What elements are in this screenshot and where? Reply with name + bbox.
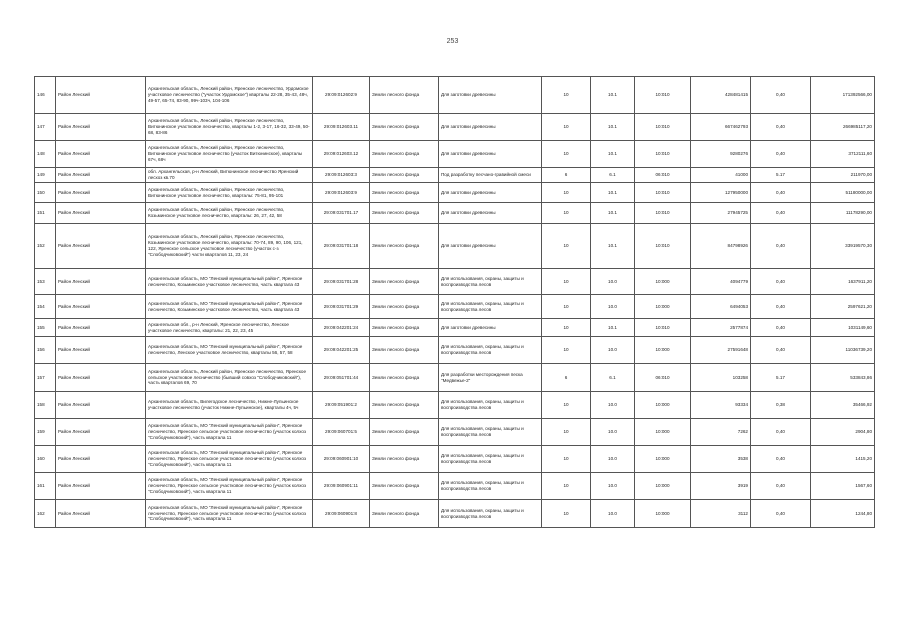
cadastral-number-cell: 29:09:060701:5 xyxy=(313,419,370,446)
code-cell: 06:010 xyxy=(635,168,691,183)
cadastral-value-cell: 27945725 xyxy=(691,203,751,224)
row-number: 162 xyxy=(35,500,56,528)
cadastral-number-cell: 29:09:060901:10 xyxy=(313,446,370,473)
permitted-use-cell: Для заготовки древесины xyxy=(439,114,542,141)
cadastral-number-cell: 29:09:042201:25 xyxy=(313,337,370,364)
land-category-cell: Земли лесного фонда xyxy=(370,77,439,114)
district-cell: Район Ленский xyxy=(56,295,146,319)
rate-cell: 0,40 xyxy=(751,114,811,141)
total-cell: 51180000,00 xyxy=(811,183,875,203)
table-row xyxy=(35,364,875,392)
table-row xyxy=(35,114,875,141)
land-category-cell: Земли лесного фонда xyxy=(370,295,439,319)
code-subgroup-cell: 10.0 xyxy=(591,337,635,364)
row-number: 146 xyxy=(35,77,56,114)
table-row xyxy=(35,203,875,224)
total-cell: 211970,00 xyxy=(811,168,875,183)
cadastral-value-cell: 127950000 xyxy=(691,183,751,203)
row-number: 156 xyxy=(35,337,56,364)
permitted-use-cell: Для использования, охраны, защиты и воспроизводства лесов xyxy=(439,419,542,446)
total-cell: 11178290,00 xyxy=(811,203,875,224)
district-cell: Район Ленский xyxy=(56,392,146,419)
table-row xyxy=(35,473,875,500)
row-number: 151 xyxy=(35,203,56,224)
total-cell: 171392566,00 xyxy=(811,77,875,114)
cadastral-number-cell: 29:09:060901:11 xyxy=(313,473,370,500)
land-category-cell: Земли лесного фонда xyxy=(370,419,439,446)
code-group-cell: 10 xyxy=(542,183,591,203)
land-category-cell: Земли лесного фонда xyxy=(370,183,439,203)
permitted-use-cell: Для использования, охраны, защиты и воспроизводства лесов xyxy=(439,295,542,319)
cadastral-number-cell: 29:09:060901:8 xyxy=(313,500,370,528)
permitted-use-cell: Для разработки месторождения песка "Медвежье-2" xyxy=(439,364,542,392)
total-cell: 1031149,60 xyxy=(811,319,875,337)
code-group-cell: 10 xyxy=(542,319,591,337)
table-row xyxy=(35,141,875,168)
code-cell: 10:000 xyxy=(635,446,691,473)
total-cell: 11036739,20 xyxy=(811,337,875,364)
cadastral-value-cell: 667462793 xyxy=(691,114,751,141)
location-cell: Архангельская область, МО "Ленский муниципальный район", Яренское лесничество, Яренское сельское участковое лесничество (участок колхоз "Слободчиковский"), часть квартала 11 xyxy=(146,419,313,446)
code-subgroup-cell: 10.0 xyxy=(591,473,635,500)
table-row xyxy=(35,77,875,114)
code-cell: 06:010 xyxy=(635,364,691,392)
code-group-cell: 10 xyxy=(542,473,591,500)
district-cell: Район Ленский xyxy=(56,446,146,473)
location-cell: Архангельская область, МО "Ленский муниципальный район", Яренское лесничество, Яренское сельское участковое лесничество (участок колхоз "Слободчиковский"), часть квартала 11 xyxy=(146,446,313,473)
land-category-cell: Земли лесного фонда xyxy=(370,269,439,295)
location-cell: Архангельская область, Вилегодское лесничество, Нижне-Лупьинское участковое лесничество (участок Нижне-Лупьинское), кварталы 4ч, 5ч xyxy=(146,392,313,419)
land-category-cell: Земли лесного фонда xyxy=(370,141,439,168)
table-row xyxy=(35,319,875,337)
rate-cell: 0,40 xyxy=(751,141,811,168)
code-subgroup-cell: 10.1 xyxy=(591,183,635,203)
permitted-use-cell: Для заготовки древесины xyxy=(439,224,542,269)
code-cell: 10:010 xyxy=(635,319,691,337)
rate-cell: 0,40 xyxy=(751,500,811,528)
district-cell: Район Ленский xyxy=(56,337,146,364)
permitted-use-cell: Для использования, охраны, защиты и воспроизводства лесов xyxy=(439,473,542,500)
code-group-cell: 10 xyxy=(542,392,591,419)
code-cell: 10:000 xyxy=(635,392,691,419)
district-cell: Район Ленский xyxy=(56,114,146,141)
row-number: 149 xyxy=(35,168,56,183)
rate-cell: 0,40 xyxy=(751,473,811,500)
cadastral-number-cell: 29:09:012602:9 xyxy=(313,77,370,114)
code-group-cell: 10 xyxy=(542,295,591,319)
district-cell: Район Ленский xyxy=(56,419,146,446)
location-cell: Архангельская область, Ленский район, Яренское лесничество, Яренское сельское участковое лесничество (бывший совхоз "Слободчиковский"), часть кварталов 69, 70 xyxy=(146,364,313,392)
cadastral-value-cell: 41000 xyxy=(691,168,751,183)
code-subgroup-cell: 10.0 xyxy=(591,419,635,446)
cadastral-number-cell: 29:09:012603:9 xyxy=(313,183,370,203)
table-row xyxy=(35,419,875,446)
table-row xyxy=(35,168,875,183)
code-subgroup-cell: 10.0 xyxy=(591,295,635,319)
row-number: 154 xyxy=(35,295,56,319)
code-group-cell: 10 xyxy=(542,419,591,446)
total-cell: 1567,60 xyxy=(811,473,875,500)
code-subgroup-cell: 6.1 xyxy=(591,364,635,392)
land-category-cell: Земли лесного фонда xyxy=(370,473,439,500)
code-group-cell: 10 xyxy=(542,269,591,295)
code-cell: 10:010 xyxy=(635,141,691,168)
permitted-use-cell: Для использования, охраны, защиты и воспроизводства лесов xyxy=(439,392,542,419)
district-cell: Район Ленский xyxy=(56,77,146,114)
permitted-use-cell: Для заготовки древесины xyxy=(439,183,542,203)
row-number: 158 xyxy=(35,392,56,419)
code-cell: 10:000 xyxy=(635,419,691,446)
table-row xyxy=(35,224,875,269)
rate-cell: 0,40 xyxy=(751,337,811,364)
code-group-cell: 10 xyxy=(542,500,591,528)
district-cell: Район Ленский xyxy=(56,141,146,168)
code-cell: 10:000 xyxy=(635,473,691,500)
land-category-cell: Земли лесного фонда xyxy=(370,203,439,224)
cadastral-value-cell: 4094779 xyxy=(691,269,751,295)
cadastral-value-cell: 27591648 xyxy=(691,337,751,364)
cadastral-value-cell: 84798926 xyxy=(691,224,751,269)
row-number: 148 xyxy=(35,141,56,168)
land-category-cell: Земли лесного фонда xyxy=(370,500,439,528)
code-subgroup-cell: 10.0 xyxy=(591,500,635,528)
code-subgroup-cell: 10.0 xyxy=(591,392,635,419)
land-category-cell: Земли лесного фонда xyxy=(370,392,439,419)
cadastral-value-cell: 6494053 xyxy=(691,295,751,319)
table-row xyxy=(35,392,875,419)
table-row xyxy=(35,500,875,528)
code-cell: 10:010 xyxy=(635,203,691,224)
row-number: 147 xyxy=(35,114,56,141)
permitted-use-cell: Для использования, охраны, защиты и воспроизводства лесов xyxy=(439,446,542,473)
row-number: 157 xyxy=(35,364,56,392)
permitted-use-cell: Под разработку песчано-гравийной смеси xyxy=(439,168,542,183)
district-cell: Район Ленский xyxy=(56,203,146,224)
row-number: 153 xyxy=(35,269,56,295)
cadastral-number-cell: 29:09:031701:29 xyxy=(313,295,370,319)
code-cell: 10:000 xyxy=(635,295,691,319)
permitted-use-cell: Для использования, охраны, защиты и воспроизводства лесов xyxy=(439,500,542,528)
land-category-cell: Земли лесного фонда xyxy=(370,114,439,141)
cadastral-number-cell: 29:09:012603.12 xyxy=(313,141,370,168)
total-cell: 1244,80 xyxy=(811,500,875,528)
code-subgroup-cell: 10.1 xyxy=(591,224,635,269)
code-cell: 10:000 xyxy=(635,337,691,364)
total-cell: 2597621,20 xyxy=(811,295,875,319)
code-group-cell: 10 xyxy=(542,446,591,473)
cadastral-value-cell: 93334 xyxy=(691,392,751,419)
district-cell: Район Ленский xyxy=(56,500,146,528)
cadastral-number-cell: 29:09:031701.17 xyxy=(313,203,370,224)
rate-cell: 5.17 xyxy=(751,168,811,183)
land-category-cell: Земли лесного фонда xyxy=(370,364,439,392)
district-cell: Район Ленский xyxy=(56,319,146,337)
rate-cell: 0,40 xyxy=(751,203,811,224)
permitted-use-cell: Для заготовки древесины xyxy=(439,77,542,114)
code-group-cell: 10 xyxy=(542,224,591,269)
code-subgroup-cell: 10.1 xyxy=(591,77,635,114)
cadastral-value-cell: 9280276 xyxy=(691,141,751,168)
location-cell: Архангельская область, Ленский район, Яренское лесничество, Урдомское участковое лесничество ("участок Урдомское") кварталы 22-28, 35-43, 48ч, 49-57, 65-74, 83-90, 99ч-103ч, 104-106 xyxy=(146,77,313,114)
cadastral-number-cell: 29:09:031701:18 xyxy=(313,224,370,269)
location-cell: Архангельская область, Ленский район, Яренское лесничество, Витюнинское участковое лесничество, кварталы 1-2, 3-17, 16-32, 33-49, 50-68, 83-86 xyxy=(146,114,313,141)
table-row xyxy=(35,446,875,473)
table-row xyxy=(35,183,875,203)
district-cell: Район Ленский xyxy=(56,168,146,183)
code-group-cell: 6 xyxy=(542,364,591,392)
cadastral-number-cell: 29:09:012603.11 xyxy=(313,114,370,141)
district-cell: Район Ленский xyxy=(56,364,146,392)
total-cell: 1637911,20 xyxy=(811,269,875,295)
land-category-cell: Земли лесного фонда xyxy=(370,337,439,364)
rate-cell: 0,40 xyxy=(751,446,811,473)
code-group-cell: 10 xyxy=(542,141,591,168)
table-row xyxy=(35,337,875,364)
permitted-use-cell: Для использования, охраны, защиты и воспроизводства лесов xyxy=(439,337,542,364)
rate-cell: 0,40 xyxy=(751,269,811,295)
cadastral-number-cell: 29:09:042201:24 xyxy=(313,319,370,337)
total-cell: 2904,80 xyxy=(811,419,875,446)
cadastral-value-cell: 7262 xyxy=(691,419,751,446)
total-cell: 533843,86 xyxy=(811,364,875,392)
rate-cell: 0,40 xyxy=(751,77,811,114)
district-cell: Район Ленский xyxy=(56,224,146,269)
code-subgroup-cell: 6.1 xyxy=(591,168,635,183)
row-number: 161 xyxy=(35,473,56,500)
location-cell: Архангельская область, Ленский район, Яренское лесничество, Козьминское участковое лесничество, кварталы: 70-74, 89, 90, 106, 121, 122, Яренское сельское участковое лесничество (участок с-з "Слободчиковский") части кварталов 11, 23, 24 xyxy=(146,224,313,269)
code-subgroup-cell: 10.0 xyxy=(591,446,635,473)
rate-cell: 0,40 xyxy=(751,319,811,337)
row-number: 152 xyxy=(35,224,56,269)
district-cell: Район Ленский xyxy=(56,183,146,203)
cadastral-value-cell: 3538 xyxy=(691,446,751,473)
code-cell: 10:000 xyxy=(635,500,691,528)
rate-cell: 0,40 xyxy=(751,419,811,446)
total-cell: 266985117,20 xyxy=(811,114,875,141)
code-group-cell: 10 xyxy=(542,77,591,114)
row-number: 155 xyxy=(35,319,56,337)
page-number: 253 xyxy=(446,38,459,45)
district-cell: Район Ленский xyxy=(56,269,146,295)
table-row xyxy=(35,295,875,319)
permitted-use-cell: Для заготовки древесины xyxy=(439,203,542,224)
row-number: 150 xyxy=(35,183,56,203)
land-category-cell: Земли лесного фонда xyxy=(370,446,439,473)
rate-cell: 0,40 xyxy=(751,224,811,269)
cadastral-value-cell: 2577874 xyxy=(691,319,751,337)
rate-cell: 0,40 xyxy=(751,295,811,319)
total-cell: 1415,20 xyxy=(811,446,875,473)
code-cell: 10:010 xyxy=(635,114,691,141)
code-subgroup-cell: 10.1 xyxy=(591,203,635,224)
land-plots-table xyxy=(34,76,875,528)
code-cell: 10:010 xyxy=(635,77,691,114)
location-cell: Архангельская область, Ленский район, Яренское лесничество, Козьминское участковое лесничество, кварталы: 26, 27, 42, 58 xyxy=(146,203,313,224)
code-group-cell: 10 xyxy=(542,203,591,224)
location-cell: Архангельская область, МО "Ленский муниципальный район", Яренское лесничество, Ленское участковое лесничество, кварталы 56, 57, 58 xyxy=(146,337,313,364)
row-number: 160 xyxy=(35,446,56,473)
rate-cell: 5.17 xyxy=(751,364,811,392)
location-cell: Архангельская область, Ленский район, Яренское лесничество, Витюнинское участковое лесничество (участок Витюнинское), кварталы 67ч, 68ч xyxy=(146,141,313,168)
cadastral-number-cell: 29:09:051901:2 xyxy=(313,392,370,419)
location-cell: Архангельская область, МО "Ленский муниципальный район", Яренское лесничество, Яренское сельское участковое лесничество (участок колхоз "Слободчиковский"), часть квартала 11 xyxy=(146,473,313,500)
total-cell: 35466,92 xyxy=(811,392,875,419)
row-number: 159 xyxy=(35,419,56,446)
table-row xyxy=(35,269,875,295)
code-subgroup-cell: 10.0 xyxy=(591,269,635,295)
code-group-cell: 10 xyxy=(542,337,591,364)
district-cell: Район Ленский xyxy=(56,473,146,500)
total-cell: 3712111,60 xyxy=(811,141,875,168)
location-cell: Архангельская область, МО "Ленский муниципальный район", Яренское лесничество, Яренское сельское участковое лесничество (участок колхоз "Слободчиковский"), часть квартала 11 xyxy=(146,500,313,528)
cadastral-number-cell: 29:09:031701:28 xyxy=(313,269,370,295)
land-category-cell: Земли лесного фонда xyxy=(370,224,439,269)
code-cell: 10:000 xyxy=(635,269,691,295)
rate-cell: 0,40 xyxy=(751,183,811,203)
cadastral-value-cell: 3919 xyxy=(691,473,751,500)
permitted-use-cell: Для заготовки древесины xyxy=(439,141,542,168)
cadastral-value-cell: 428481415 xyxy=(691,77,751,114)
code-subgroup-cell: 10.1 xyxy=(591,319,635,337)
land-category-cell: Земли лесного фонда xyxy=(370,319,439,337)
code-group-cell: 10 xyxy=(542,114,591,141)
rate-cell: 0,38 xyxy=(751,392,811,419)
code-cell: 10:010 xyxy=(635,183,691,203)
cadastral-number-cell: 29:09:012603:3 xyxy=(313,168,370,183)
code-cell: 10:010 xyxy=(635,224,691,269)
location-cell: Архангельская обл., р-н Ленский, Яренское лесничество, Ленское участковое лесничество, кварталы: 21, 22, 23, 45 xyxy=(146,319,313,337)
cadastral-number-cell: 29:09:051701:44 xyxy=(313,364,370,392)
land-category-cell: Земли лесного фонда xyxy=(370,168,439,183)
code-subgroup-cell: 10.1 xyxy=(591,141,635,168)
location-cell: Архангельская область, Ленский район, Яренское лесничество, Витюнинское участковое лесничество, кварталы: 75-81, 95-101 xyxy=(146,183,313,203)
code-subgroup-cell: 10.1 xyxy=(591,114,635,141)
total-cell: 33919570,30 xyxy=(811,224,875,269)
location-cell: Архангельская область, МО "Ленский муниципальный район", Яренское лесничество, Козьминское участковое лесничество, часть квартала 43 xyxy=(146,269,313,295)
code-group-cell: 6 xyxy=(542,168,591,183)
cadastral-value-cell: 3112 xyxy=(691,500,751,528)
permitted-use-cell: Для использования, охраны, защиты и воспроизводства лесов xyxy=(439,269,542,295)
cadastral-value-cell: 103258 xyxy=(691,364,751,392)
location-cell: Архангельская область, МО "Ленский муниципальный район", Яренское лесничество, Козьминское участковое лесничество, часть квартала 43 xyxy=(146,295,313,319)
location-cell: обл. Архангельская, р-н Ленский, Витюнинское лесничество Яренский лесхоз кв.70 xyxy=(146,168,313,183)
permitted-use-cell: Для заготовки древесины xyxy=(439,319,542,337)
